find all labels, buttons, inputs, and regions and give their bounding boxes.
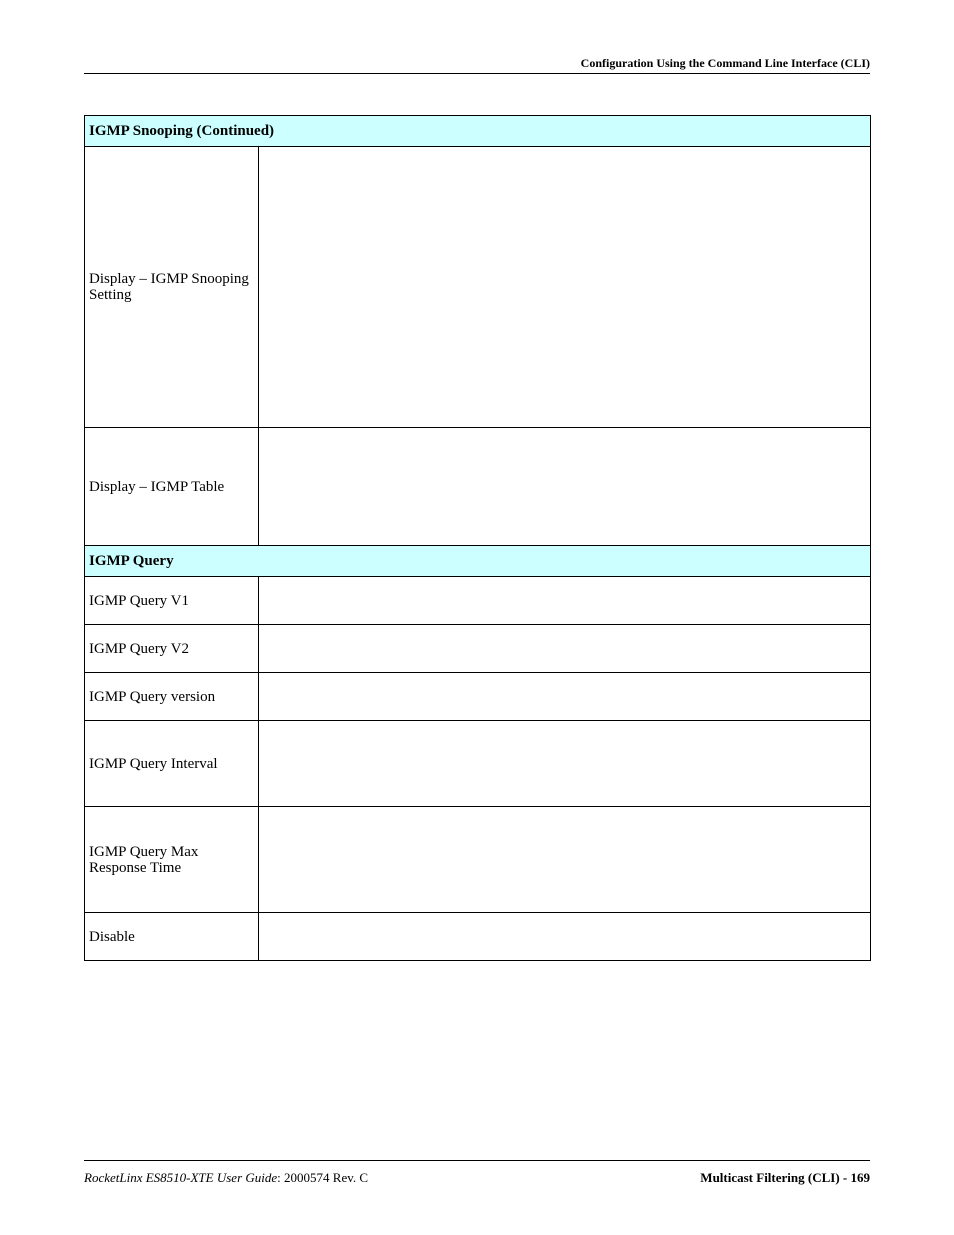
row-content — [259, 807, 871, 913]
cli-command-table — [84, 115, 871, 961]
footer-guide-title: RocketLinx ES8510-XTE User Guide — [84, 1170, 278, 1185]
footer-guide-info — [84, 1170, 368, 1186]
row-label: IGMP Query version — [85, 673, 259, 721]
row-label: IGMP Query V1 — [85, 577, 259, 625]
row-label: IGMP Query V2 — [85, 625, 259, 673]
running-header — [84, 55, 870, 74]
section-header-row — [85, 116, 871, 147]
row-content — [259, 721, 871, 807]
footer-page-label: Multicast Filtering (CLI) - 169 — [700, 1170, 870, 1185]
table-row — [85, 625, 871, 673]
row-label: IGMP Query Max Response Time — [85, 807, 259, 913]
row-label: Display – IGMP Table — [85, 428, 259, 546]
table-row — [85, 428, 871, 546]
row-label: Display – IGMP Snooping Setting — [85, 147, 259, 428]
table-row — [85, 807, 871, 913]
row-content — [259, 577, 871, 625]
row-label: Disable — [85, 913, 259, 961]
row-content — [259, 428, 871, 546]
row-content — [259, 625, 871, 673]
running-header-title: Configuration Using the Command Line Interface (CLI) — [580, 56, 870, 70]
row-label: IGMP Query Interval — [85, 721, 259, 807]
footer-doc-number: : 2000574 Rev. C — [277, 1170, 369, 1185]
row-content — [259, 673, 871, 721]
table-row — [85, 913, 871, 961]
page-footer — [84, 1160, 870, 1190]
section-igmp-snooping: IGMP Snooping (Continued) — [85, 116, 871, 147]
section-igmp-query: IGMP Query — [85, 546, 871, 577]
row-content — [259, 147, 871, 428]
table-row — [85, 147, 871, 428]
table-row — [85, 577, 871, 625]
row-content — [259, 913, 871, 961]
table-row — [85, 721, 871, 807]
table-row — [85, 673, 871, 721]
section-header-row — [85, 546, 871, 577]
